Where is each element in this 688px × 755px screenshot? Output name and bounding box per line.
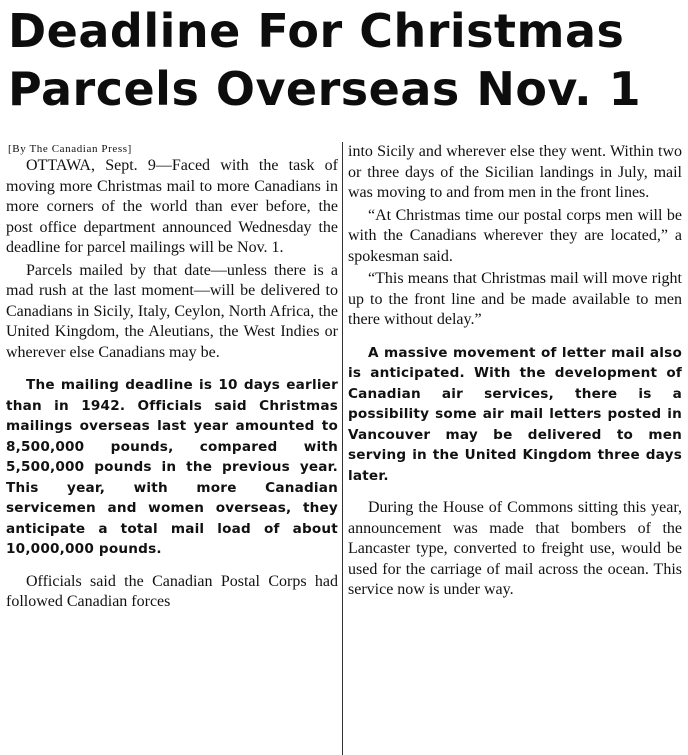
byline: [By The Canadian Press] — [8, 143, 132, 155]
article-column-left — [6, 142, 338, 755]
headline-line-1: Deadline For Christmas — [8, 4, 625, 58]
headline — [8, 2, 684, 118]
paragraph-3: The mailing deadline is 10 days earlier than in 1942. Officials said Christmas mailings overseas last year amounted to 8,500,000 pounds, compared with 5,500,000 pounds in the previous year. This year, with more Canadian servicemen and women overseas, they anticipate a total mail load of about 10,000,000 pounds. — [6, 377, 338, 557]
article-column-right — [348, 142, 682, 755]
paragraph-2: Parcels mailed by that date—unless there is a mad rush at the last moment—will be delivered to Canadians in Sicily, Italy, Ceylon, North Africa, the United Kingdom, the Aleutians, the West Indies or wherever else Canadians may be. — [6, 261, 338, 361]
paragraph-4-part-2: into Sicily and wherever else they went. Within two or three days of the Sicilian landings in July, mail was moving to and from men in the front lines. — [348, 143, 682, 201]
paragraph-6: “This means that Christmas mail will move right up to the front line and be made available to men there without delay.” — [348, 270, 682, 328]
column-divider — [342, 142, 343, 755]
paragraph-7: A massive movement of letter mail also is anticipated. With the development of Canadian air services, there is a possibility some air mail letters posted in Vancouver may be delivered to men serving in the United Kingdom three days later. — [348, 344, 682, 484]
paragraph-8: During the House of Commons sitting this year, announcement was made that bombers of the Lancaster type, converted to freight use, would be used for the carriage of mail across the ocean. This service now is under way. — [348, 499, 682, 598]
headline-line-2: Parcels Overseas Nov. 1 — [8, 62, 642, 116]
paragraph-5: “At Christmas time our postal corps men will be with the Canadians wherever they are located,” a spokesman said. — [348, 206, 682, 265]
paragraph-1: OTTAWA, Sept. 9—Faced with the task of moving more Christmas mail to more Canadians in more corners of the world than ever before, the post office department announced Wednesday the deadline for parcel mailings will be Nov. 1. — [6, 157, 338, 256]
paragraph-4-part-1: Officials said the Canadian Postal Corps had followed Canadian forces — [6, 572, 338, 610]
